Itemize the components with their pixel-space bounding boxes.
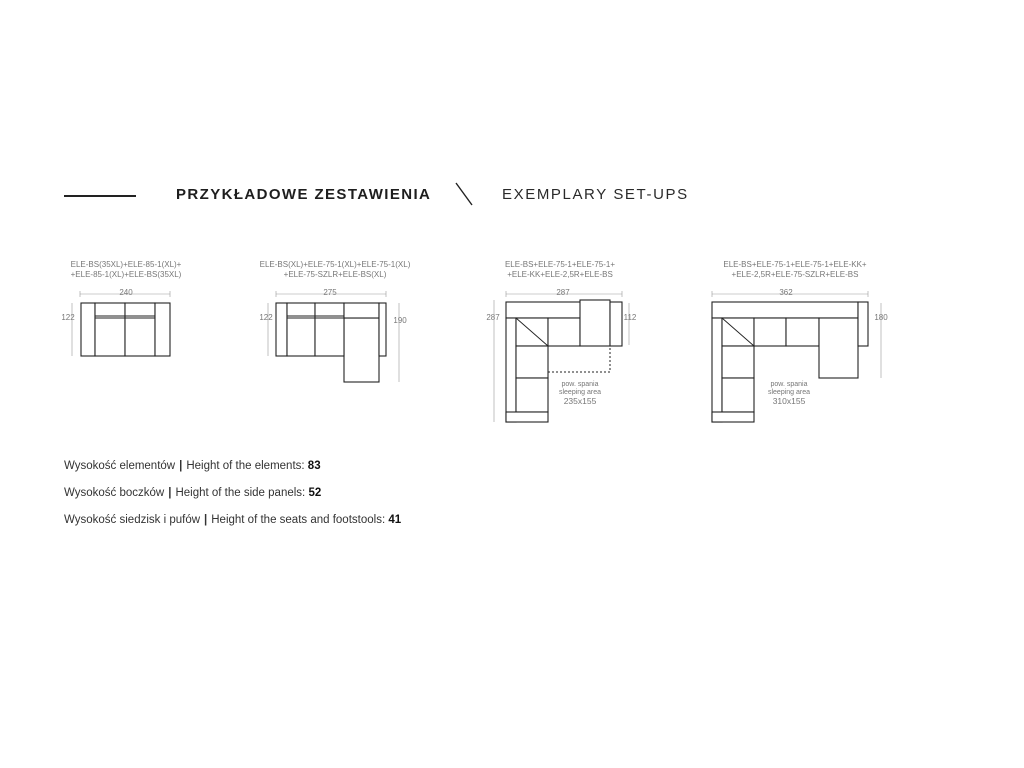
setup-2-diagram (268, 291, 399, 382)
spec-3-label-pl: Wysokość siedzisk i pufów (64, 514, 201, 526)
spec-3-value: 41 (388, 514, 402, 526)
spec-seats-height: Wysokość siedzisk i pufów | Height of the seats and footstools: 41 (64, 514, 402, 526)
setup-2-seat-2 (315, 303, 344, 356)
setup-4-diagram (712, 291, 881, 422)
setup-2-right-arm (379, 303, 386, 356)
setup-4-seat-2 (786, 318, 819, 346)
setup-4-chaise (819, 318, 858, 378)
setup-3-seat-2 (580, 300, 610, 346)
setup-1-left-arm (81, 303, 95, 356)
setup-4-back-left (712, 318, 722, 422)
setup-3-sleeping-area-outline (548, 346, 610, 372)
setup-3-width: 287 (556, 288, 570, 297)
setup-1-right-seat (125, 303, 155, 356)
spec-3-label-en: Height of the seats and footstools: (211, 514, 386, 526)
setup-4-width: 362 (779, 288, 793, 297)
setup-2-left-arm (276, 303, 287, 356)
setup-1-code-line-2: +ELE-85-1(XL)+ELE-BS(35XL) (70, 270, 182, 279)
setup-3-sleep-label-en: sleeping area (558, 389, 602, 396)
setup-3-sleep-label-pl: pow. spania (561, 381, 599, 388)
title-english: EXEMPLARY SET-UPS (502, 186, 689, 203)
setup-2-depth: 122 (259, 313, 273, 322)
title-polish: PRZYKŁADOWE ZESTAWIENIA (176, 186, 432, 203)
spec-1-label-pl: Wysokość elementów (64, 460, 176, 472)
setup-4-sleep-size: 310x155 (772, 396, 806, 406)
spec-2-value: 52 (308, 487, 322, 499)
setup-1-width: 240 (119, 288, 133, 297)
setup-4-left-seat-1 (722, 346, 754, 378)
setup-4-right-arm (858, 302, 868, 346)
setup-3-code-line-2: +ELE-KK+ELE-2,5R+ELE-BS (507, 270, 613, 279)
spec-2-label-pl: Wysokość boczków (64, 487, 165, 499)
setup-2-seat-1 (287, 303, 315, 356)
setup-4-left-seat-2 (722, 378, 754, 412)
setup-4-seat-1 (754, 318, 786, 346)
setup-3-back-left (506, 318, 516, 422)
setup-3-right-arm (610, 302, 622, 346)
setup-3-left-seat-1 (516, 346, 548, 378)
setup-4-depth-2: 180 (874, 313, 888, 322)
spec-side-panels-height: Wysokość boczków | Height of the side panels: 52 (64, 487, 322, 499)
spec-elements-height: Wysokość elementów | Height of the elements: 83 (64, 460, 321, 472)
setup-3-depth: 287 (486, 313, 500, 322)
setup-3-left-arm (506, 412, 548, 422)
setup-2-code-line-1: ELE-BS(XL)+ELE-75-1(XL)+ELE-75-1(XL) (259, 260, 411, 269)
setup-4-sleep-label-pl: pow. spania (770, 381, 808, 388)
setup-4-back-top (712, 302, 858, 318)
setup-1-right-arm (155, 303, 170, 356)
setup-1-left-seat (95, 303, 125, 356)
setup-3-seat-1 (548, 318, 580, 346)
setup-2-width: 275 (323, 288, 337, 297)
spec-2-label-en: Height of the side panels: (175, 487, 306, 499)
setup-1-depth: 122 (61, 313, 75, 322)
setup-4-left-arm (712, 412, 754, 422)
setup-3-sleep-size: 235x155 (563, 396, 597, 406)
setup-3-diagram (494, 291, 629, 422)
setup-4-code-line-1: ELE-BS+ELE-75-1+ELE-75-1+ELE-KK+ (723, 260, 867, 269)
setup-2-chaise (344, 318, 379, 382)
setup-1-code-line-1: ELE-BS(35XL)+ELE-85-1(XL)+ (70, 260, 182, 269)
setup-1-diagram (72, 291, 170, 356)
setup-3-left-seat-2 (516, 378, 548, 412)
setup-3-depth-2: 112 (623, 313, 637, 322)
setup-2-code-line-2: +ELE-75-SZLR+ELE-BS(XL) (283, 270, 387, 279)
setup-4-code-line-2: +ELE-2,5R+ELE-75-SZLR+ELE-BS (731, 270, 859, 279)
spec-1-value: 83 (307, 460, 321, 472)
setup-2-depth-2: 190 (393, 316, 407, 325)
setup-4-sleep-label-en: sleeping area (767, 389, 811, 396)
setup-3-code-line-1: ELE-BS+ELE-75-1+ELE-75-1+ (504, 260, 616, 269)
setup-2-chaise-back (344, 303, 379, 318)
spec-1-label-en: Height of the elements: (186, 460, 305, 472)
